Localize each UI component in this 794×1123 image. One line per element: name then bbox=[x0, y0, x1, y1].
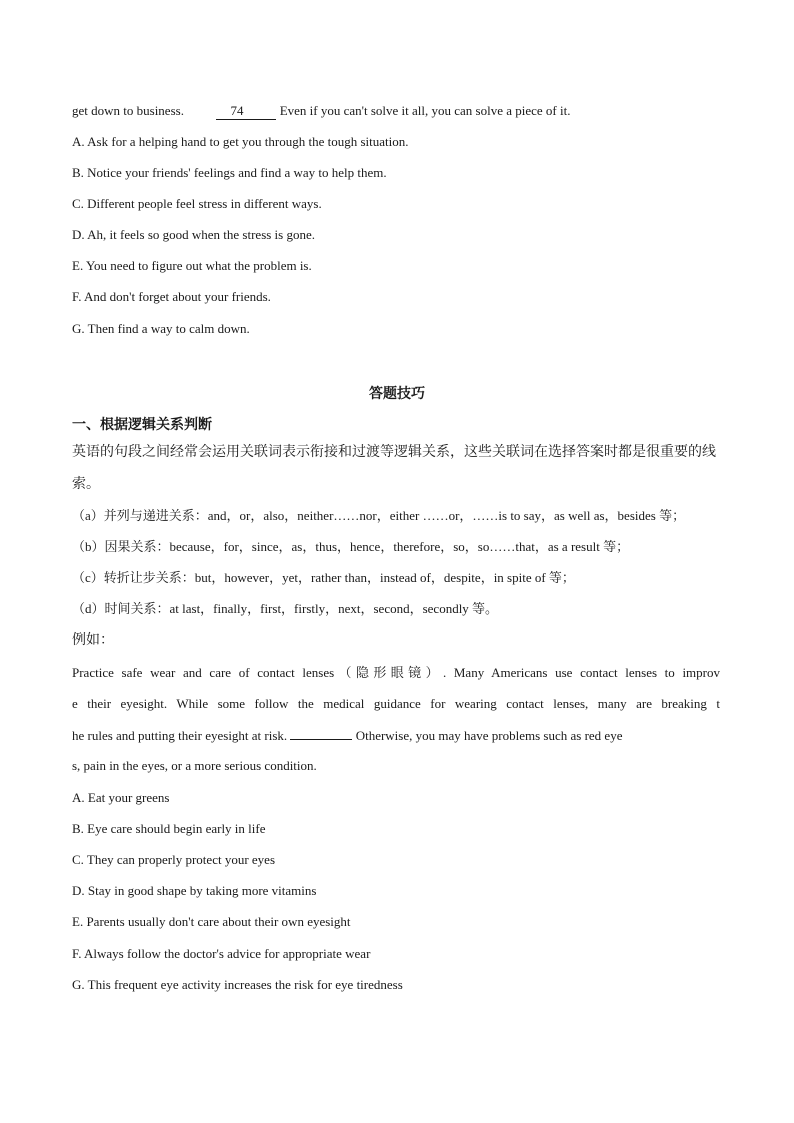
passage-line-3-after: Otherwise, you may have problems such as red eye bbox=[355, 728, 623, 743]
example-option-c: C. They can properly protect your eyes bbox=[72, 852, 275, 867]
option-b: B. Notice your friends' feelings and find a way to help them. bbox=[72, 165, 387, 180]
option-g: G. Then find a way to calm down. bbox=[72, 321, 250, 336]
example-label: 例如： bbox=[72, 633, 114, 648]
passage-line-3-text: he rules and putting their eyesight at risk. bbox=[72, 728, 288, 743]
option-e: E. You need to figure out what the problem is. bbox=[72, 258, 312, 273]
example-option-a: A. Eat your greens bbox=[72, 790, 170, 805]
passage-line-4: s, pain in the eyes, or a more serious condition. bbox=[72, 758, 317, 773]
passage-line-2: e their eyesight. While some follow the medical guidance for wearing contact lenses, many are breaking t bbox=[72, 696, 720, 711]
relation-b: （b）因果关系：because，for，since，as，thus，hence，therefore，so，so……that，as a result 等； bbox=[72, 539, 630, 554]
section-title: 答题技巧 bbox=[369, 387, 425, 402]
line-text-after: Even if you can't solve it all, you can solve a piece of it. bbox=[279, 103, 571, 118]
option-a: A. Ask for a helping hand to get you through the tough situation. bbox=[72, 134, 409, 149]
intro-line-1: 英语的句段之间经常会运用关联词表示衔接和过渡等逻辑关系，这些关联词在选择答案时都是很重要的线 bbox=[72, 445, 716, 460]
intro-line-2: 索。 bbox=[72, 477, 100, 492]
example-option-b: B. Eye care should begin early in life bbox=[72, 821, 266, 836]
passage-line-3 bbox=[72, 727, 720, 744]
example-option-g: G. This frequent eye activity increases the risk for eye tiredness bbox=[72, 977, 403, 992]
option-d: D. Ah, it feels so good when the stress is gone. bbox=[72, 227, 316, 242]
blank-74: 74 bbox=[216, 103, 276, 120]
relation-a: （a）并列与递进关系：and，or，also，neither……nor，either ……or，……is to say，as well as，besides 等； bbox=[72, 508, 686, 523]
section-heading: 一、根据逻辑关系判断 bbox=[72, 418, 212, 433]
example-option-d: D. Stay in good shape by taking more vitamins bbox=[72, 883, 317, 898]
relation-d: （d）时间关系：at last，finally，first，firstly，next，second，secondly 等。 bbox=[72, 601, 499, 616]
option-f: F. And don't forget about your friends. bbox=[72, 289, 271, 304]
example-option-f: F. Always follow the doctor's advice for appropriate wear bbox=[72, 946, 371, 961]
option-c: C. Different people feel stress in different ways. bbox=[72, 196, 322, 211]
answer-blank bbox=[290, 727, 352, 740]
example-option-e: E. Parents usually don't care about their own eyesight bbox=[72, 914, 351, 929]
relation-c: （c）转折让步关系：but，however，yet，rather than，instead of，despite，in spite of 等； bbox=[72, 570, 575, 585]
passage-line-74 bbox=[72, 103, 570, 120]
passage-line-1: Practice safe wear and care of contact lenses（隐形眼镜）. Many Americans use contact lenses to improv bbox=[72, 665, 720, 680]
line-text-before: get down to business. bbox=[72, 103, 184, 118]
